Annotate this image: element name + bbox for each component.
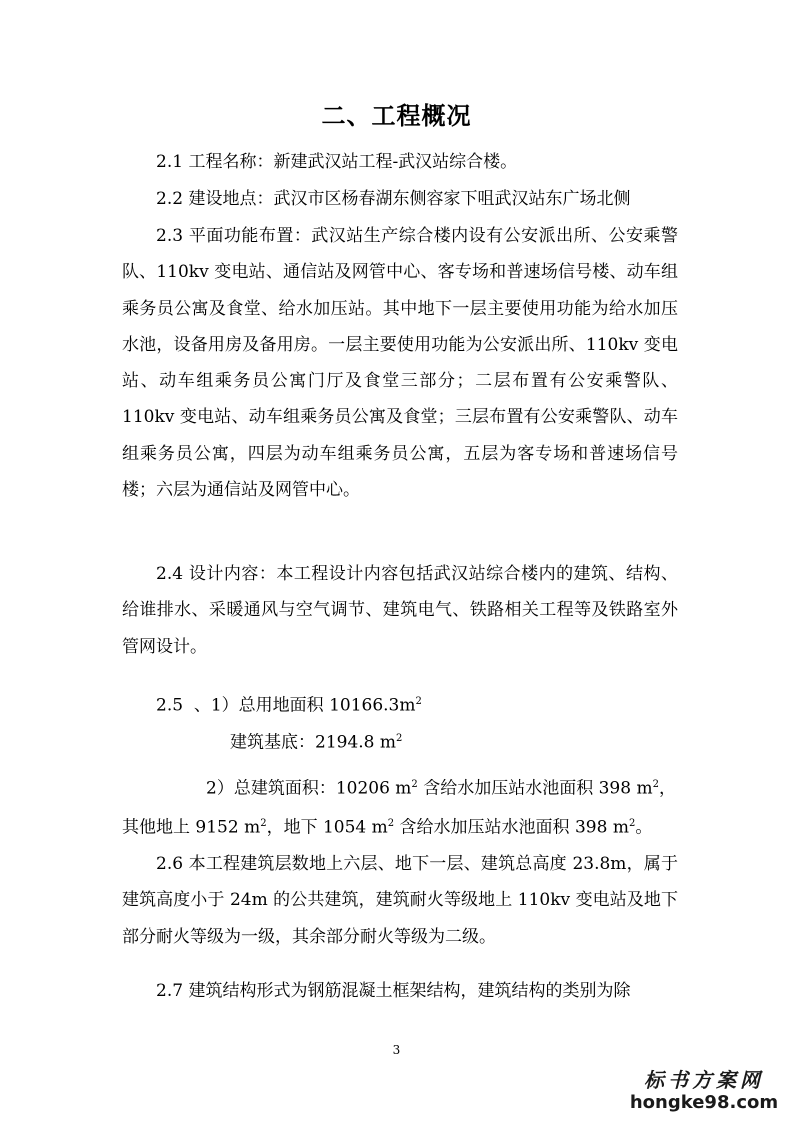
superscript: 2	[628, 818, 636, 829]
page-title: 二、工程概况	[321, 102, 472, 130]
area-total-building-text-3: ，	[658, 778, 676, 799]
paragraph-floor-layout: 2.3 平面功能布置：武汉站生产综合楼内设有公安派出所、公安乘警队、110kv 变电站、通信站及网管中心、客专场和普速场信号楼、动车组乘务员公寓及食堂、给水加压站。其中地下一层主要使用功能为给水加压水池，设备用房及备用房。一层主要使用功能为公安派出所、110kv 变电站、动车组乘务员公寓门厅及食堂三部分；二层布置有公安乘警队、110kv 变电站、动车组乘务员公寓及食堂；三层布置有公安乘警队、动车组乘务员公寓，四层为动车组乘务员公寓，五层为客专场和普速场信号楼；六层为通信站及网管中心。	[122, 226, 678, 501]
area-total-building-text: 2）总建筑面积：10206 m	[206, 778, 412, 799]
area-above-below-line	[122, 806, 652, 846]
area-pool-text: 含给水加压站水池面积 398 m	[394, 817, 629, 838]
area-building-base-text: 建筑基底：2194.8 m	[230, 732, 397, 753]
paragraph-design-content: 2.4 设计内容：本工程设计内容包括武汉站综合楼内的建筑、结构、给谁排水、采暖通风与空气调节、建筑电气、铁路相关工程等及铁路室外管网设计。	[122, 564, 678, 657]
page-number: 3	[392, 1043, 401, 1057]
superscript: 2	[652, 779, 659, 790]
area-above-text: 其他地上 9152 m	[122, 817, 261, 838]
area-below-text: ，地下 1054 m	[266, 817, 388, 838]
superscript: 2	[411, 779, 418, 790]
paragraph-construction-site: 2.2 建设地点：武汉市区杨春湖东侧容家下咀武汉站东广场北侧	[156, 189, 631, 209]
superscript: 2	[387, 818, 395, 829]
watermark-cn: 标书方案网	[644, 1068, 764, 1092]
area-building-base-line	[230, 721, 402, 761]
area-total-building-text-2: 含给水加压站水池面积 398 m	[417, 778, 653, 799]
superscript: 2	[260, 818, 267, 829]
watermark-logo	[629, 1068, 779, 1114]
area-end-text: 。	[635, 817, 653, 838]
superscript: 2	[396, 733, 403, 744]
paragraph-structure-type: 2.7 建筑结构形式为钢筋混凝土框架结构，建筑结构的类别为除	[156, 981, 631, 1001]
superscript: 2	[415, 696, 422, 707]
area-total-land-line	[156, 684, 422, 724]
paragraph-building-height: 2.6 本工程建筑层数地上六层、地下一层、建筑总高度 23.8m，属于建筑高度小于 24m 的公共建筑，建筑耐火等级地上 110kv 变电站及地下部分耐火等级为一级，其余部分耐火等级为二级。	[122, 854, 678, 947]
paragraph-project-name: 2.1 工程名称：新建武汉站工程-武汉站综合楼。	[156, 152, 518, 172]
area-total-building-line	[206, 767, 676, 807]
area-total-land-text: 2.5 、1）总用地面积 10166.3m	[156, 695, 416, 716]
watermark-en: hongke98.com	[629, 1092, 779, 1113]
